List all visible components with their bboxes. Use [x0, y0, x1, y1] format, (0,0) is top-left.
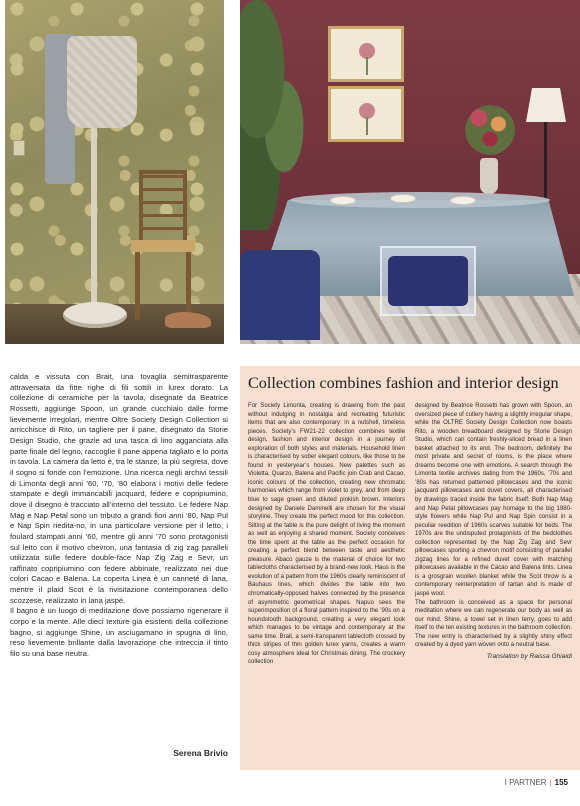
- english-translation-panel: [240, 366, 580, 770]
- flower-bouquet: [462, 100, 518, 160]
- photo-dining-room: [240, 0, 580, 344]
- table-top: [290, 192, 550, 208]
- light-switch: [13, 140, 25, 156]
- magazine-name: I PARTNER: [504, 778, 547, 787]
- shoes: [165, 312, 211, 328]
- author-name: Serena Brivio: [173, 748, 228, 758]
- acrylic-chair: [380, 246, 476, 316]
- floor-lamp-shade: [526, 88, 566, 122]
- panel-text-col2-part1: designed by Beatrice Rossetti has grown with Spoon, an oversized piece of cutlery having a slightly irregular shape, while the OLTRE Society Design Collection now boasts Rito, a wooden breadboard designed by Storie Design Studio, which can contain freshly-sliced bread in a linen basket attached to its end. The bedroom, definitely the most private and secret of rooms, is the place where dreams become one with emotions. A search through the Limonta textile archives dating from the 1960s, ’70s and ’80s has returned patterned pillowcases and the iconic jacquard pillowcases and duvet covers, all characterised by drawings traced inside the fabric itself. Both Nap Mag and Nap Petal pillowcases pay homage to the big 1980-style flowers while Nap Pul and Nap Spin consist in a peculiar reedition of 1960s scarves suitable for beds. The 1970s are the undisputed protagonists of the bedclothes collection represented by the Nap Zig Zag and Sevr pillowcases sporting a chevron motif consisting of parallel zigzag lines for a refined duvet cover with matching pillowcases available in the Cacao and Balena tints. Linea is a grosgrain woollen blanket while the Scot throw is a contemporary reinterpretation of tartan and is made of jaspé wool.: [415, 403, 572, 598]
- photo-wallpaper-coat-rack: [5, 0, 224, 344]
- wooden-chair: [131, 170, 195, 320]
- floor-lamp-pole: [544, 122, 547, 202]
- hanging-bag: [67, 36, 137, 128]
- vase: [480, 158, 498, 194]
- page-number: 155: [554, 778, 568, 787]
- plate: [390, 194, 416, 203]
- blue-chair: [240, 250, 320, 340]
- panel-columns: [248, 402, 572, 667]
- plate: [450, 196, 476, 205]
- botanical-frame-top: [328, 26, 404, 82]
- panel-text-col1: For Society Limonta, creating is drawing from the past without indulging in nostalgia and recreating futuristic items that are also contemporary: in a nutshell, timeless pieces. Society’s FW21-22 collection combines textile design, fashion and interior design in a journey of exploration of both styles and materials. Household linen is characterised by sober elegant colours, like those to be found in yesteryear’s houses. New palettes such as Violetta, Quarzo, Balena and Pacific join Crab and Cacao, iconic colours of the collection, creating new chromatic harmonies which range from violet to grey, and from deep blue to sage green and diluted pinkish brown. Interiors designed by Daniele Daminelli are chosen for the visual storyline. They create the perfect mood for this collection. Sitting at the table is the pure delight of living the moment as well as enjoying a shared moment. Society conceives the time spent at the table as the perfect occasion for creating a perfect blend between taste and aesthetic pleasure. Abaco gauze is the material of choice for two tablecloths characterised by a brand-new look. Haus is the evolution of a pattern from the 1960s clearly reminiscent of Bauhaus lines, which divides the table into two chromatically-opposed halves connected by the presence of asymmetric geometrical shapes. Napuo sees the superimposition of a floral pattern inspired to the ’90s on a houndstooth background, creating a very elegant look which manages to be vintage and contemporary at the same time. Brait, a semi-transparent tablecloth crossed by thick stripes of thin golden lurex yarns, creates a warm cosy atmosphere ideal for Christmas dining. The crockery collection: [248, 403, 405, 666]
- botanical-frame-bottom: [328, 86, 404, 142]
- translation-credit: Translation by Raissa Ghiaidi: [486, 652, 572, 660]
- panel-title: Collection combines fashion and interior design: [248, 374, 559, 392]
- italian-article-column: [10, 372, 228, 660]
- coat-rack-base: [63, 302, 127, 328]
- footer-separator: |: [549, 778, 552, 787]
- panel-column-1: [248, 402, 405, 667]
- plate: [330, 196, 356, 205]
- article-paragraph-1: calda e vissuta con Brait, una tovaglia semitrasparente attraversata da fitte righe di fili sottili in lurex dorato. La collezione di ceramiche per la tavola, disegnate da Beatrice Rossetti, aggiunge Spoon, un grande cucchiaio dalle forme lievemente irregolari, mentre Oltre Society Design Collection si arricchisce di Rito, un tagliere per il pane, disegnato da Storie Design Studio, che grazie ad una tasca di lino agganciata alla parte finale del legno, raccoglie il pane appena tagliato e lo porta in tavola. La camera da letto è, tra le stanze, la più segreta, dove il sogno si fonde con l’emozione. Una ricerca negli archivi tessili di Limonta degli anni ’60, ’70, ’80 elabora i motivi delle federe stampate e degli immancabili jacquard, federe e copripiumino, dove il disegno è tracciato all’interno del tessuto. Le federe Nap Mag e Nap Petal sono un tributo a grandi fiori anni ’80, Nap Pul e Nap Spin riedita-no, in una particolare versione per il letto, i foulard stampati anni ’60, mentre gli anni ’70 sono protagonisti sul letto con il motivo chevron, una fantasia di zig zag paralleli utilizzata sulle federe double-face Nap Zig Zag e Sevr, un raffinato copripiumino con federe abbinate, realizzato nei due colori Cacao e Balena. La coperta Linea è un canneté di lana, mentre il plaid Scot è la rivisitazione contemporanea dello scozzese, realizzato in lana jaspé.: [10, 372, 228, 605]
- panel-column-2: [415, 402, 572, 667]
- article-paragraph-2: Il bagno è un luogo di meditazione dove possiamo rigenerare il corpo e la mente. Alle dieci texture già esistenti della collezione bagno, si aggiunge Shine, un asciugamano in spugna di lino, reso lievemente brillante dalla lavorazione che intreccia il tinto filo su una base neutra.: [10, 606, 228, 659]
- panel-text-col2-part2: The bathroom is conceived as a space for personal meditation where we can regenerate our body as well as our mind. Shine, a towel set in linen terry, goes to add itself to the ten existing textures in the bathroom collection. The new entry is characterised by a slightly shiny effect created by a dyed yarn woven onto a neutral base.: [415, 599, 572, 649]
- page-footer: [505, 778, 568, 787]
